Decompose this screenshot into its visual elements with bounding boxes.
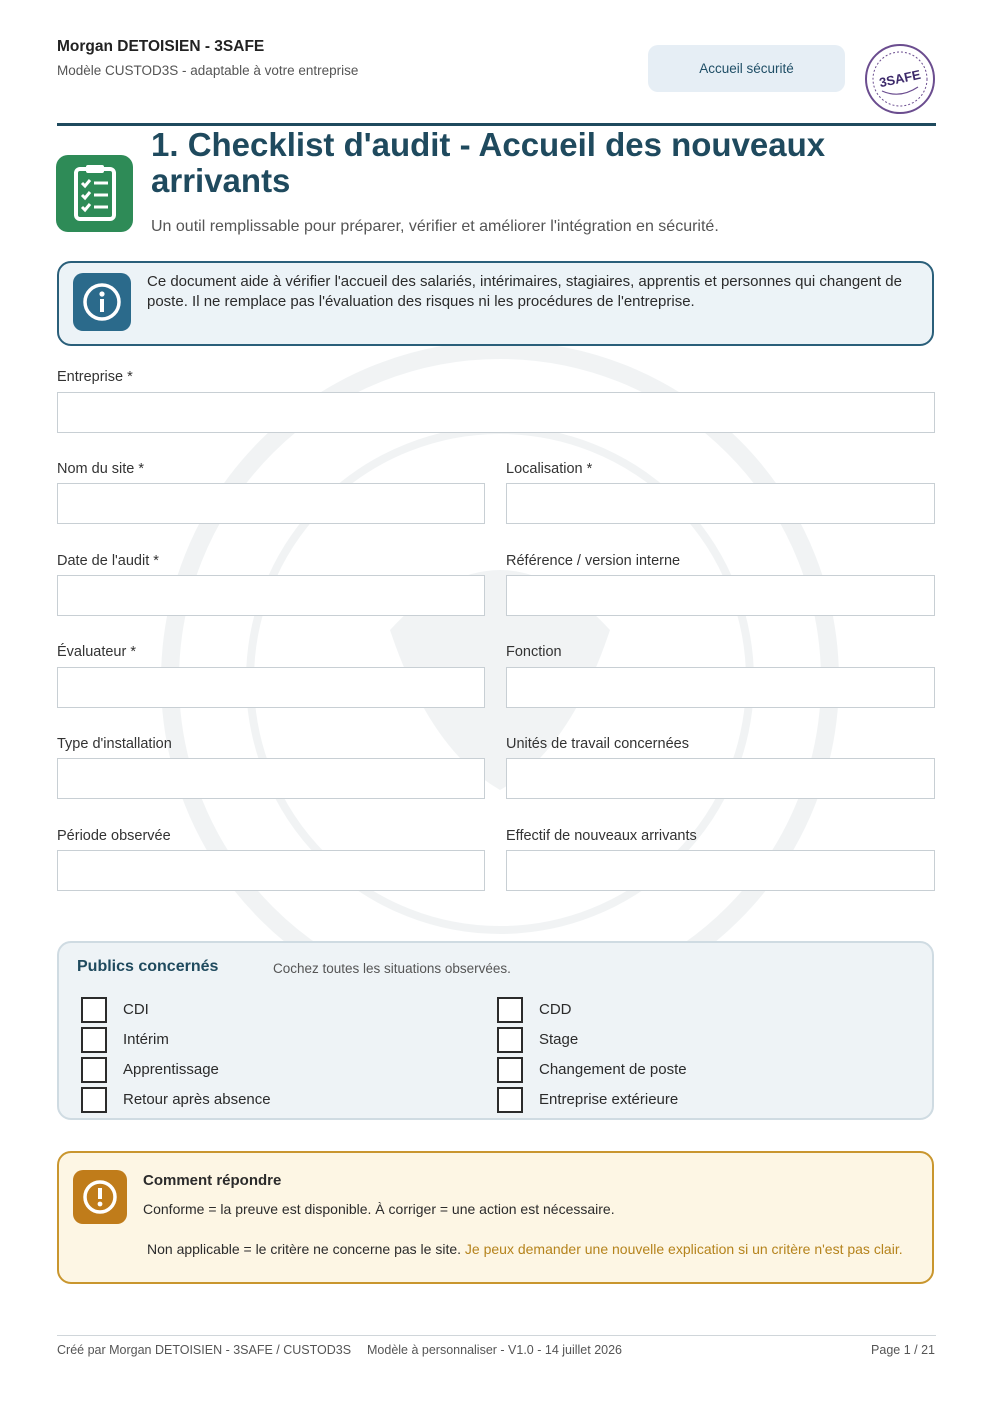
author-name: Morgan DETOISIEN - 3SAFE xyxy=(57,38,265,55)
label-nom-site: Nom du site * xyxy=(57,461,145,477)
svg-text:3SAFE: 3SAFE xyxy=(877,66,922,91)
label-localisation: Localisation * xyxy=(506,461,593,477)
label-entreprise: Entreprise * xyxy=(57,369,133,385)
checklist-icon xyxy=(56,155,133,232)
warning-icon xyxy=(73,1170,127,1224)
footer-divider xyxy=(57,1335,936,1336)
label-fonction: Fonction xyxy=(506,644,562,660)
checkbox-label: Changement de poste xyxy=(539,1061,687,1078)
evaluateur-field[interactable] xyxy=(57,667,485,708)
model-subtitle: Modèle CUSTOD3S - adaptable à votre entreprise xyxy=(57,63,359,78)
page-title: 1. Checklist d'audit - Accueil des nouveaux arrivants xyxy=(151,126,826,199)
page-subtitle: Un outil remplissable pour préparer, vérifier et améliorer l'intégration en sécurité. xyxy=(151,218,719,235)
answer-line-1: Conforme = la preuve est disponible. À corriger = une action est nécessaire. xyxy=(143,1201,615,1217)
label-unites: Unités de travail concernées xyxy=(506,736,689,752)
checkbox-label: Apprentissage xyxy=(123,1061,219,1078)
localisation-field[interactable] xyxy=(506,483,935,524)
effectif-field[interactable] xyxy=(506,850,935,891)
answer-line-2-highlight: Je peux demander une nouvelle explication si un critère n'est pas clair. xyxy=(464,1241,903,1257)
checkbox-label: Stage xyxy=(539,1031,579,1048)
checkbox-cdd[interactable] xyxy=(497,997,523,1023)
answer-title: Comment répondre xyxy=(143,1172,282,1189)
fonction-field[interactable] xyxy=(506,667,935,708)
type-installation-field[interactable] xyxy=(57,758,485,799)
checkbox-label: Retour après absence xyxy=(123,1091,271,1108)
periode-field[interactable] xyxy=(57,850,485,891)
section-badge: Accueil sécurité xyxy=(648,45,845,92)
checkbox-changement-poste[interactable] xyxy=(497,1057,523,1083)
label-type-installation: Type d'installation xyxy=(57,736,172,752)
entreprise-field[interactable] xyxy=(57,392,935,433)
checkbox-retour-absence[interactable] xyxy=(81,1087,107,1113)
label-evaluateur: Évaluateur * xyxy=(57,644,136,660)
unites-field[interactable] xyxy=(506,758,935,799)
checkbox-label: CDD xyxy=(539,1001,572,1018)
checkbox-stage[interactable] xyxy=(497,1027,523,1053)
checkbox-label: CDI xyxy=(123,1001,149,1018)
checkbox-interim[interactable] xyxy=(81,1027,107,1053)
date-audit-field[interactable] xyxy=(57,575,485,616)
checkbox-label: Entreprise extérieure xyxy=(539,1091,679,1108)
footer-page-number: Page 1 / 21 xyxy=(871,1343,935,1357)
publics-hint: Cochez toutes les situations observées. xyxy=(273,961,511,976)
label-date-audit: Date de l'audit * xyxy=(57,553,159,569)
checkbox-cdi[interactable] xyxy=(81,997,107,1023)
answer-box xyxy=(57,1151,934,1284)
info-icon xyxy=(73,273,131,331)
answer-line-2-text: Non applicable = le critère ne concerne pas le site. xyxy=(147,1241,462,1257)
label-periode: Période observée xyxy=(57,828,171,844)
answer-line-2 xyxy=(147,1241,903,1257)
label-effectif: Effectif de nouveaux arrivants xyxy=(506,828,697,844)
footer-version: Modèle à personnaliser - V1.0 - 14 juillet 2026 xyxy=(367,1343,623,1357)
footer-created-by: Créé par Morgan DETOISIEN - 3SAFE / CUSTOD3S xyxy=(57,1343,352,1357)
publics-title: Publics concernés xyxy=(77,958,219,975)
company-seal-logo xyxy=(864,43,936,115)
nom-site-field[interactable] xyxy=(57,483,485,524)
checkbox-label: Intérim xyxy=(123,1031,169,1048)
checkbox-apprentissage[interactable] xyxy=(81,1057,107,1083)
reference-field[interactable] xyxy=(506,575,935,616)
checkbox-entreprise-exterieure[interactable] xyxy=(497,1087,523,1113)
label-reference: Référence / version interne xyxy=(506,553,681,569)
info-text: Ce document aide à vérifier l'accueil des salariés, intérimaires, stagiaires, apprentis et personnes qui changent de poste. Il ne remplace pas l'évaluation des risques ni les procédures de l'entreprise. xyxy=(147,273,902,310)
